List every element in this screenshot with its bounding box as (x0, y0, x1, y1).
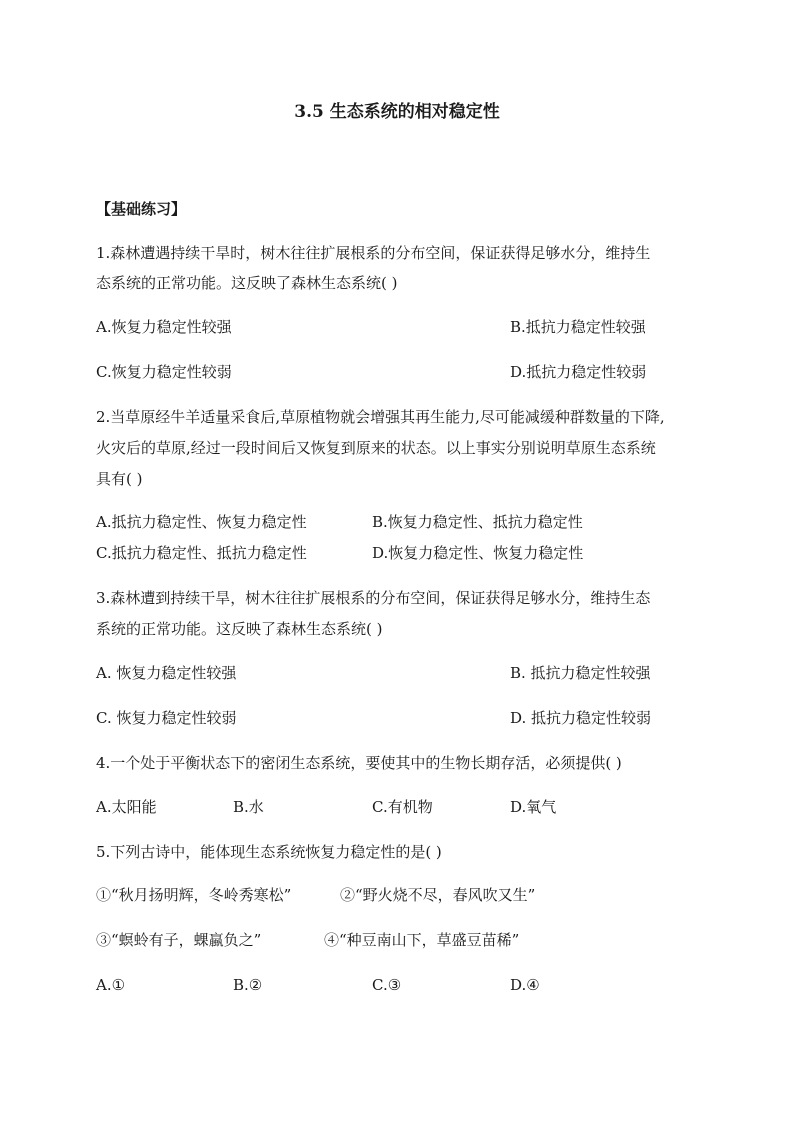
section-heading: 【基础练习】 (96, 200, 187, 218)
q2-stem-line-1: 2.当草原经牛羊适量采食后,草原植物就会增强其再生能力,尽可能减缓种群数量的下降, (96, 408, 665, 426)
q5-option-c: C.③ (372, 976, 402, 994)
q4-option-d: D.氧气 (510, 798, 557, 816)
q3-option-d: D. 抵抗力稳定性较弱 (510, 709, 652, 727)
q3-stem-line-1: 3.森林遭到持续干旱，树木往往扩展根系的分布空间，保证获得足够水分，维持生态 (96, 589, 651, 607)
q5-poem-4: ④“种豆南山下，草盛豆苗稀” (324, 931, 520, 949)
q1-option-b: B.抵抗力稳定性较强 (510, 318, 646, 336)
q5-option-a: A.① (96, 976, 126, 994)
q3-option-b: B. 抵抗力稳定性较强 (510, 664, 651, 682)
q5-option-d: D.④ (510, 976, 540, 994)
q1-option-d: D.抵抗力稳定性较弱 (510, 363, 647, 381)
q2-option-a: A.抵抗力稳定性、恢复力稳定性 (96, 513, 307, 531)
page-title: 3.5 生态系统的相对稳定性 (294, 102, 500, 122)
q2-option-c: C.抵抗力稳定性、抵抗力稳定性 (96, 544, 307, 562)
q3-stem-line-2: 系统的正常功能。这反映了森林生态系统( ) (96, 620, 383, 638)
q1-option-a: A.恢复力稳定性较强 (96, 318, 232, 336)
q4-option-a: A.太阳能 (96, 798, 157, 816)
q1-option-c: C.恢复力稳定性较弱 (96, 363, 232, 381)
q2-stem-line-3: 具有( ) (96, 470, 143, 488)
q4-option-b: B.水 (233, 798, 264, 816)
q5-poem-1: ①“秋月扬明辉，冬岭秀寒松” (96, 886, 292, 904)
q4-stem-line-1: 4.一个处于平衡状态下的密闭生态系统，要使其中的生物长期存活，必须提供( ) (96, 754, 622, 772)
q1-stem-line-1: 1.森林遭遇持续干旱时，树木往往扩展根系的分布空间，保证获得足够水分，维持生 (96, 244, 651, 262)
q5-stem-line-1: 5.下列古诗中，能体现生态系统恢复力稳定性的是( ) (96, 843, 442, 861)
q5-option-b: B.② (233, 976, 263, 994)
q1-stem-line-2: 态系统的正常功能。这反映了森林生态系统( ) (96, 274, 398, 292)
q3-option-a: A. 恢复力稳定性较强 (96, 664, 237, 682)
q4-option-c: C.有机物 (372, 798, 433, 816)
q5-poem-3: ③“螟蛉有子，蜾蠃负之” (96, 931, 262, 949)
q2-option-d: D.恢复力稳定性、恢复力稳定性 (372, 544, 584, 562)
q2-stem-line-2: 火灾后的草原,经过一段时间后又恢复到原来的状态。以上事实分别说明草原生态系统 (96, 439, 656, 457)
q5-poem-2: ②“野火烧不尽，春风吹又生” (340, 886, 536, 904)
q3-option-c: C. 恢复力稳定性较弱 (96, 709, 237, 727)
q2-option-b: B.恢复力稳定性、抵抗力稳定性 (372, 513, 583, 531)
